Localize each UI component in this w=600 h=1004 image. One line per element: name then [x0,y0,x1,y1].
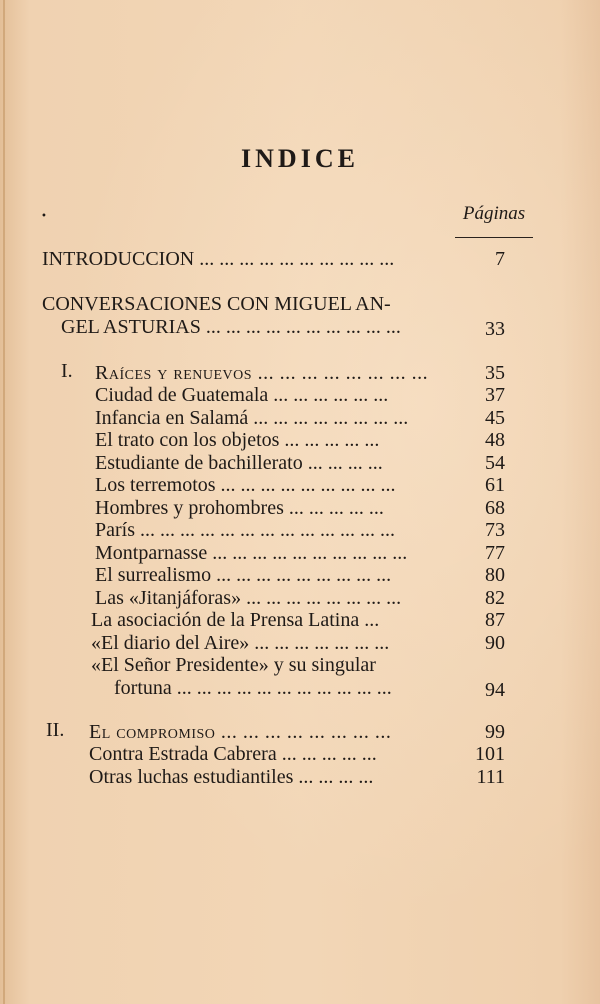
toc-entry: Otras luchas estudiantiles ... ... ... ... [89,766,374,788]
toc-page: 77 [485,542,505,564]
ink-mark: • [41,211,47,222]
toc-entry: La asociación de la Prensa Latina ... [91,609,380,631]
toc-page: 61 [485,474,505,496]
toc-entry-line2: fortuna ... ... ... ... ... ... ... ... ... ... ... [114,677,392,699]
toc-page: 54 [485,452,505,474]
toc-page: 73 [485,519,505,541]
toc-entry: Las «Jitanjáforas» ... ... ... ... ... ... ... ... [95,587,402,609]
toc-page: 68 [485,497,505,519]
toc-page: 48 [485,429,505,451]
header-rule [455,237,533,238]
toc-entry: Montparnasse ... ... ... ... ... ... ... ... ... ... [95,542,408,564]
toc-entry: Hombres y prohombres ... ... ... ... ... [95,497,384,519]
part-two-heading: El compromiso ... ... ... ... ... ... ... ... [89,721,392,743]
toc-page: 101 [475,743,505,765]
part-one-numeral: I. [61,360,73,382]
toc-entry: Contra Estrada Cabrera ... ... ... ... ... [89,743,377,765]
toc-page-conversaciones: 33 [485,318,505,340]
toc-page: 87 [485,609,505,631]
toc-page: 111 [476,766,505,788]
part-two-page: 99 [485,721,505,743]
toc-entry: París ... ... ... ... ... ... ... ... ... ... ... ... ... [95,519,395,541]
part-two-numeral: II. [46,719,65,741]
toc-page: 82 [485,587,505,609]
toc-page: 94 [485,679,505,701]
toc-entry: «El diario del Aire» ... ... ... ... ... ... ... [91,632,390,654]
toc-page-introduccion: 7 [495,248,505,270]
pages-column-header: Páginas [462,203,526,224]
part-one-heading: Raíces y renuevos ... ... ... ... ... ... ... ... [95,362,429,384]
toc-entry-conversaciones-line2: GEL ASTURIAS ... ... ... ... ... ... ... ... ... ... [61,316,401,338]
toc-page: 45 [485,407,505,429]
toc-entry: Estudiante de bachillerato ... ... ... ... [95,452,383,474]
toc-entry: Los terremotos ... ... ... ... ... ... ... ... ... [95,474,396,496]
toc-entry: El trato con los objetos ... ... ... ... ... [95,429,380,451]
toc-entry: Ciudad de Guatemala ... ... ... ... ... ... [95,384,389,406]
toc-entry-conversaciones-line1: CONVERSACIONES CON MIGUEL AN- [42,293,391,315]
page-title: INDICE [241,144,359,173]
toc-entry: El surrealismo ... ... ... ... ... ... ... ... ... [95,564,392,586]
toc-page: 37 [485,384,505,406]
part-one-page: 35 [485,362,505,384]
toc-page: 90 [485,632,505,654]
toc-page: 80 [485,564,505,586]
toc-entry: Infancia en Salamá ... ... ... ... ... ... ... ... [95,407,409,429]
toc-entry-introduccion: INTRODUCCION ... ... ... ... ... ... ... ... ... ... [42,248,395,270]
toc-entry-line1: «El Señor Presidente» y su singular [91,654,376,676]
